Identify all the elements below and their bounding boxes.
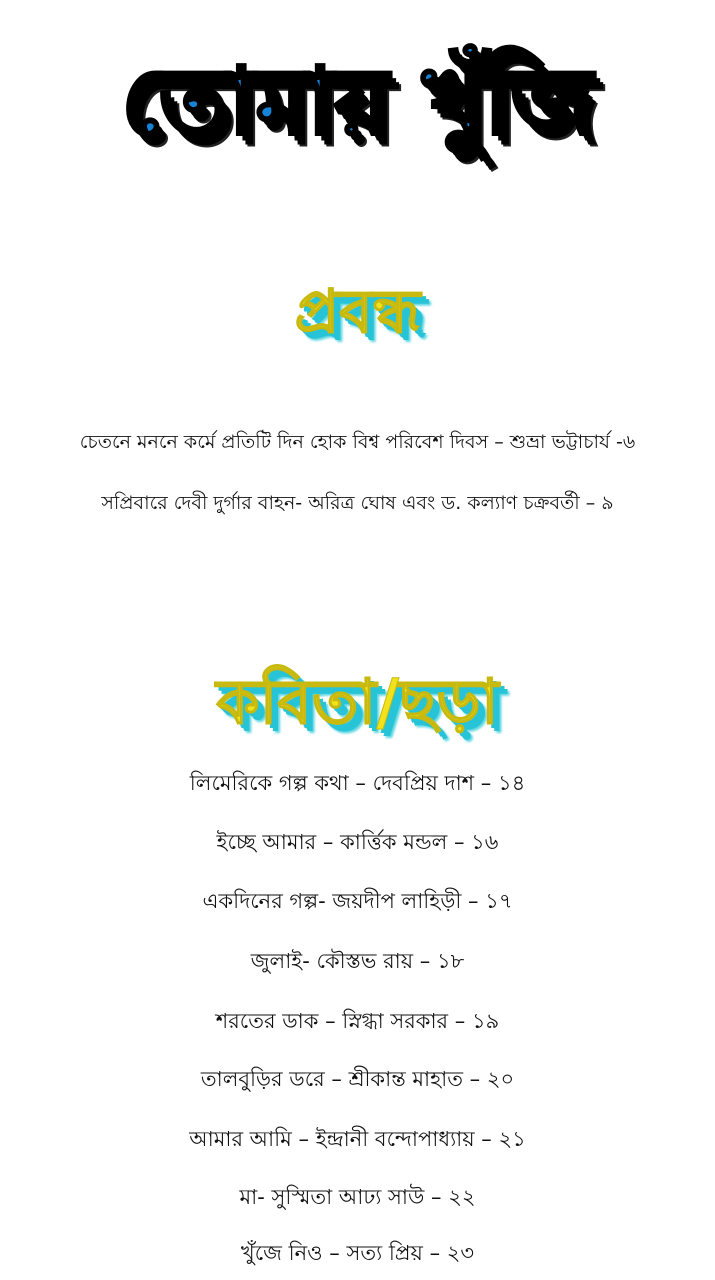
section-heading-prose: প্রবন্ধ xyxy=(294,277,421,347)
contents-entry: সপ্রিবারে দেবী দুর্গার বাহন- অরিত্র ঘোষ এবং ড. কল্যাণ চক্রবর্তী – ৯ xyxy=(101,492,614,514)
contents-entry: চেতনে মননে কর্মে প্রতিটি দিন হোক বিশ্ব পরিবেশ দিবস – শুভ্রা ভট্টাচার্য -৬ xyxy=(79,431,636,453)
contents-entry: খুঁজে নিও – সত্য প্রিয় – ২৩ xyxy=(240,1241,475,1265)
contents-entry: শরতের ডাক – স্নিগ্ধা সরকার – ১৯ xyxy=(215,1009,500,1033)
contents-entry: জুলাই- কৌস্তভ রায় – ১৮ xyxy=(250,949,465,973)
contents-entry: লিমেরিকে গল্প কথা – দেবপ্রিয় দাশ – ১৪ xyxy=(189,771,526,795)
contents-entry: ইচ্ছে আমার – কার্ত্তিক মন্ডল – ১৬ xyxy=(216,830,499,854)
contents-entry: মা- সুস্মিতা আঢ্য সাউ – ২২ xyxy=(239,1185,476,1209)
contents-entry: একদিনের গল্প- জয়দীপ লাহিড়ী – ১৭ xyxy=(202,889,513,913)
magazine-title: তোমায় খুঁজি xyxy=(121,48,594,155)
contents-entry: আমার আমি – ইন্দ্রানী বন্দোপাধ্যায় – ২১ xyxy=(189,1127,526,1151)
section-heading-poetry: কবিতা/ছড়া xyxy=(216,665,499,738)
contents-entry: তালবুড়ির ডরে – শ্রীকান্ত মাহাত – ২০ xyxy=(200,1067,515,1091)
